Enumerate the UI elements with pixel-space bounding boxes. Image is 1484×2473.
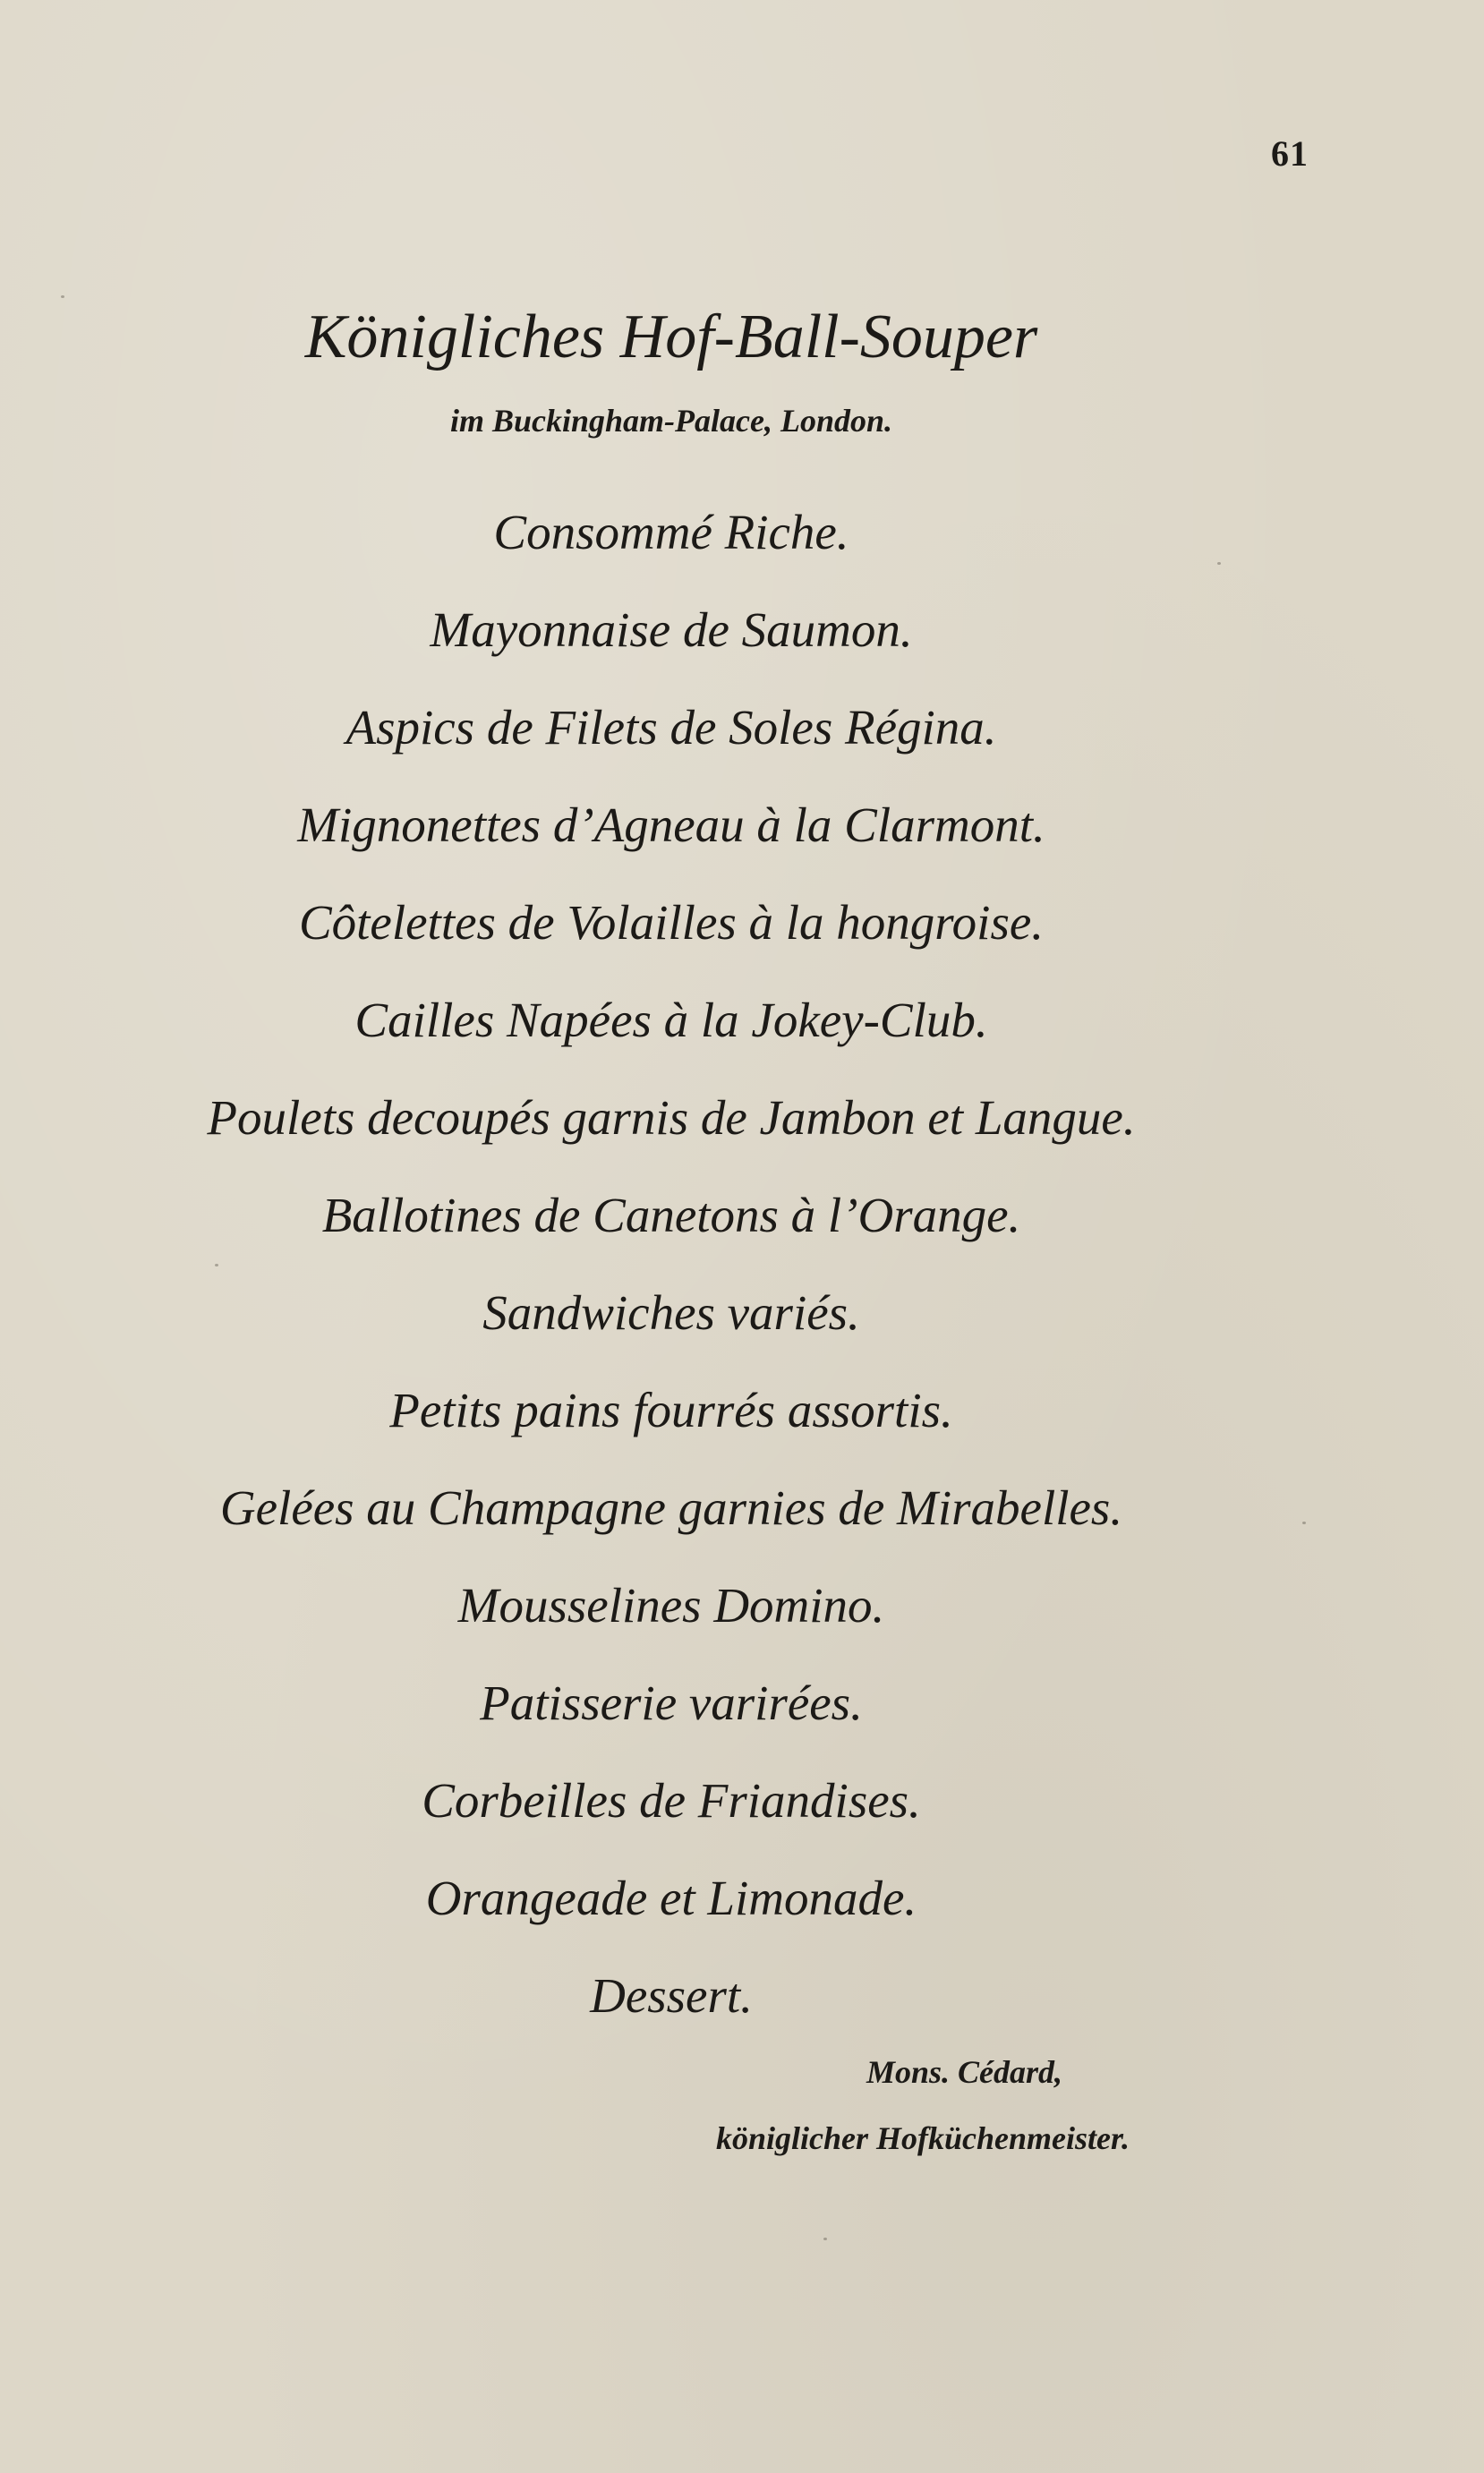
menu-item: Consommé Riche.: [493, 505, 849, 559]
menu-subtitle: im Buckingham-Palace, London.: [449, 403, 893, 439]
menu-item: Ballotines de Canetons à l’Orange.: [321, 1188, 1021, 1242]
menu-item: Côtelettes de Volailles à la hongroise.: [298, 895, 1045, 950]
signature-block: [627, 2039, 1307, 2171]
menu-item: Mayonnaise de Saumon.: [430, 602, 913, 657]
menu-item: Aspics de Filets de Soles Régina.: [345, 700, 997, 755]
print-speck: [61, 295, 64, 298]
menu-item: Mignonettes d’Agneau à la Clarmont.: [297, 797, 1045, 852]
menu-item: Sandwiches variés.: [482, 1285, 860, 1340]
menu-item: Mousselines Domino.: [457, 1578, 885, 1633]
menu-item: Patisserie varirées.: [480, 1676, 863, 1730]
print-speck: [215, 1264, 218, 1266]
menu-item: Orangeade et Limonade.: [425, 1871, 917, 1925]
menu-item: Corbeilles de Friandises.: [422, 1773, 921, 1828]
menu-item: Gelées au Champagne garnies de Mirabelles.: [219, 1480, 1123, 1535]
menu-list: [0, 497, 1343, 2058]
menu-item: Poulets decoupés garnis de Jambon et Langue.: [207, 1090, 1136, 1145]
signature-name: Mons. Cédard,: [866, 2054, 1063, 2090]
menu-item: Dessert.: [590, 1968, 753, 2023]
signature-role: königlicher Hofküchenmeister.: [716, 2120, 1130, 2156]
menu-title: Königliches Hof-Ball-Souper: [304, 303, 1038, 371]
print-speck: [1217, 562, 1221, 565]
page-number: 61: [1271, 133, 1309, 174]
menu-item: Petits pains fourrés assortis.: [389, 1383, 953, 1437]
print-speck: [823, 2238, 827, 2240]
print-speck: [1302, 1522, 1306, 1524]
menu-item: Cailles Napées à la Jokey-Club.: [354, 993, 988, 1047]
